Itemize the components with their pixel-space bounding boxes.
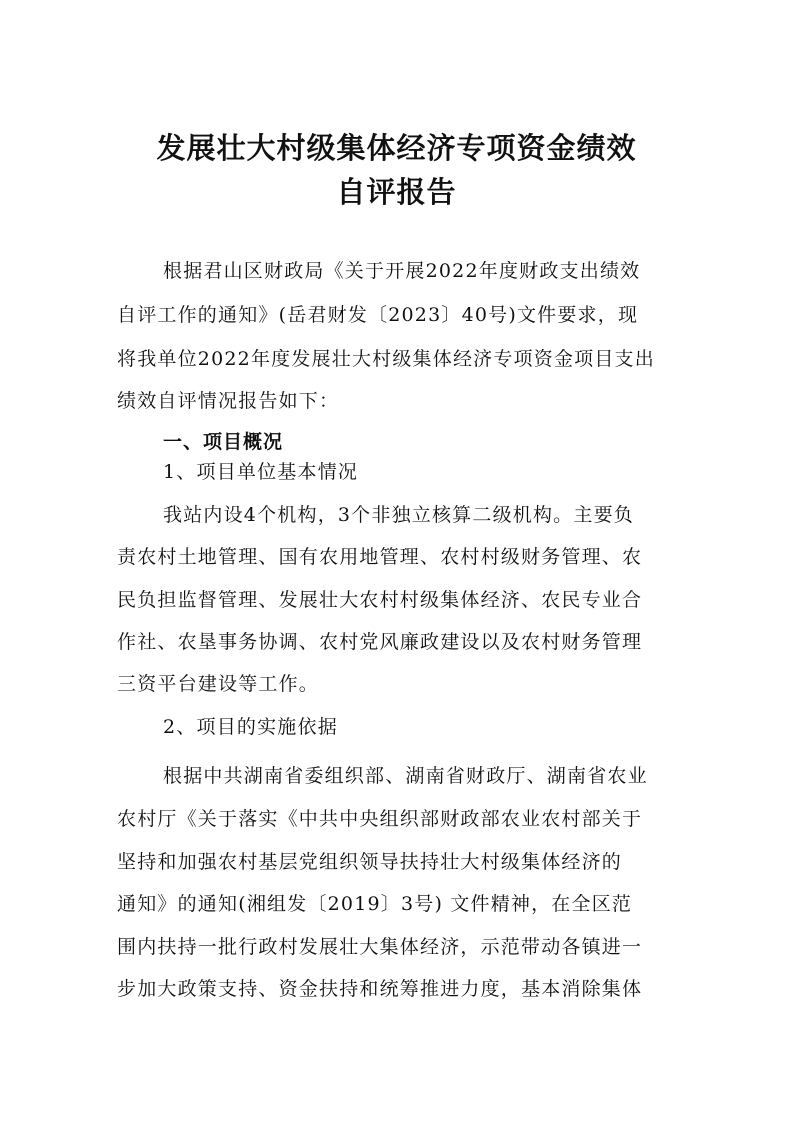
paragraph-line: 围内扶持一批行政村发展壮大集体经济，示范带动各镇进一	[117, 936, 643, 958]
intro-line: 将我单位2022年度发展壮大村级集体经济专项资金项目支出	[117, 348, 655, 370]
paragraph-line: 农村厅《关于落实《中共中央组织部财政部农业农村部关于	[117, 808, 643, 830]
paragraph-line: 作社、农垦事务协调、农村党风廉政建设以及农村财务管理	[117, 631, 643, 653]
report-body	[117, 0, 687, 1122]
paragraph-line: 我站内设4个机构，3个非独立核算二级机构。主要负	[163, 504, 634, 526]
paragraph-line: 步加大政策支持、资金扶持和统筹推进力度，基本消除集体	[117, 978, 643, 1000]
paragraph-line: 坚持和加强农村基层党组织领导扶持壮大村级集体经济的	[117, 851, 623, 873]
intro-line: 绩效自评情况报告如下：	[117, 390, 340, 412]
section-heading: 一、项目概况	[163, 431, 284, 453]
paragraph-line: 责农村土地管理、国有农用地管理、农村村级财务管理、农	[117, 546, 643, 568]
report-title-line-1: 发展壮大村级集体经济专项资金绩效	[156, 131, 637, 165]
paragraph-line: 根据中共湖南省委组织部、湖南省财政厅、湖南省农业	[163, 765, 648, 787]
subsection-heading: 2、项目的实施依据	[163, 716, 338, 738]
paragraph-line: 三资平台建设等工作。	[117, 673, 320, 695]
paragraph-line: 民负担监督管理、发展壮大农村村级集体经济、农民专业合	[117, 589, 643, 611]
subsection-heading: 1、项目单位基本情况	[163, 461, 359, 483]
report-title-line-2: 自评报告	[336, 175, 457, 209]
paragraph-line: 通知》的通知(湘组发〔2019〕3号) 文件精神，在全区范	[117, 893, 633, 915]
intro-line: 根据君山区财政局《关于开展2022年度财政支出绩效	[163, 260, 641, 282]
intro-line: 自评工作的通知》(岳君财发〔2023〕40号)文件要求，现	[117, 304, 639, 326]
